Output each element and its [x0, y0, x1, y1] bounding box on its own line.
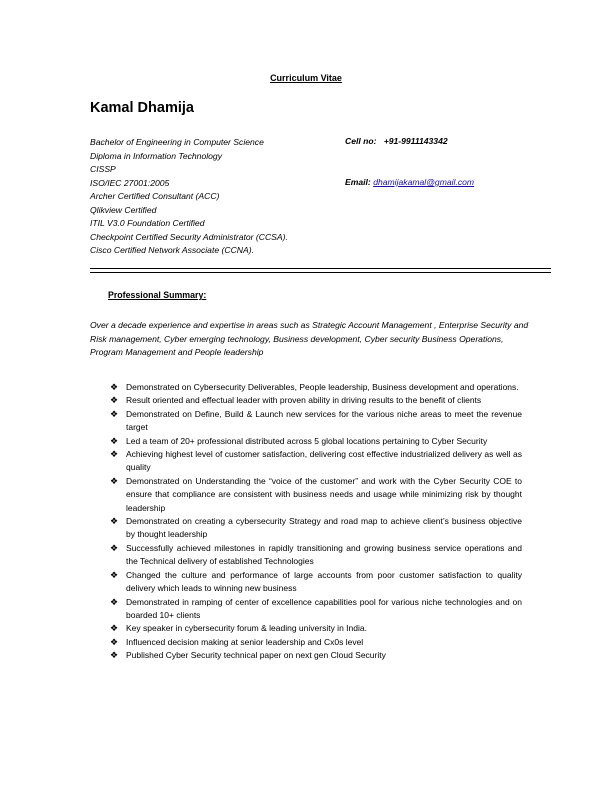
achievement-text: Published Cyber Security technical paper on next gen Cloud Security [126, 650, 386, 661]
professional-summary-text: Over a decade experience and expertise in areas such as Strategic Account Management , Enterprise Security and Risk management, Cyber emerging technology, Business development, Cyber security Business Operations, Program Management and People leadership [90, 320, 529, 357]
achievement-text: Achieving highest level of customer satisfaction, delivering cost effective industrialized delivery as well as quality [126, 449, 522, 473]
candidate-name: Kamal Dhamija [90, 100, 194, 116]
diamond-bullet-icon: ❖ [110, 516, 119, 527]
qualification-item: CISSP [90, 164, 116, 174]
achievement-item [110, 435, 522, 448]
achievements-list [110, 381, 522, 663]
email-link[interactable]: dhamijakamal@gmail.com [373, 177, 475, 187]
achievement-text: Led a team of 20+ professional distributed across 5 global locations pertaining to Cyber Security [126, 435, 488, 446]
achievement-text: Changed the culture and performance of large accounts from poor customer satisfaction to quality delivery which leads to winning new business [126, 569, 522, 594]
diamond-bullet-icon: ❖ [110, 395, 119, 406]
qualification-item: ISO/IEC 27001:2005 [90, 177, 170, 188]
achievement-item [110, 394, 522, 407]
achievement-item [110, 622, 522, 635]
achievement-text: Demonstrated on Understanding the “voice of the customer” and work with the Cyber Security COE to ensure that compliance are consistent with business needs and usage while minimizing risk by thought leadership [126, 475, 522, 513]
section-divider-thin [90, 272, 551, 273]
diamond-bullet-icon: ❖ [110, 475, 119, 486]
diamond-bullet-icon: ❖ [110, 569, 119, 580]
achievement-item [110, 542, 522, 569]
qualification-item: Qlikview Certified [90, 204, 157, 215]
achievement-item [110, 475, 522, 515]
diamond-bullet-icon: ❖ [110, 636, 119, 647]
achievement-item [110, 569, 522, 596]
diamond-bullet-icon: ❖ [110, 408, 119, 419]
qualification-item: Diploma in Information Technology [90, 150, 223, 161]
professional-summary-heading: Professional Summary: [108, 290, 207, 300]
achievement-item [110, 448, 522, 475]
diamond-bullet-icon: ❖ [110, 650, 119, 661]
diamond-bullet-icon: ❖ [110, 542, 119, 553]
achievement-item [110, 636, 522, 649]
cell-contact [345, 136, 448, 146]
achievement-text: Key speaker in cybersecurity forum & leading university in India. [126, 623, 367, 634]
email-label: Email: [345, 177, 371, 187]
qualifications-list [90, 136, 288, 258]
qualification-item: Bachelor of Engineering in Computer Science [90, 137, 264, 147]
achievement-text: Influenced decision making at senior leadership and Cx0s level [126, 636, 364, 647]
achievement-item [110, 596, 522, 623]
achievement-text: Demonstrated in ramping of center of excellence capabilities pool for various niche technologies and on boarded 10+ clients [126, 596, 522, 620]
achievement-text: Result oriented and effectual leader with proven ability in driving results to the benefit of clients [126, 395, 482, 406]
achievement-item [110, 381, 522, 394]
qualification-item: Archer Certified Consultant (ACC) [90, 191, 220, 201]
diamond-bullet-icon: ❖ [110, 382, 119, 392]
section-divider [90, 268, 551, 269]
achievement-item [110, 408, 522, 435]
diamond-bullet-icon: ❖ [110, 449, 119, 460]
diamond-bullet-icon: ❖ [110, 435, 119, 446]
qualification-item: Checkpoint Certified Security Administrator (CCSA). [90, 231, 288, 242]
qualification-item: Cisco Certified Network Associate (CCNA). [90, 245, 254, 255]
cell-number: +91-9911143342 [383, 136, 448, 146]
diamond-bullet-icon: ❖ [110, 623, 119, 634]
achievement-text: Successfully achieved milestones in rapidly transitioning and growing business service operations and the Technical delivery of established Technologies [126, 542, 522, 567]
achievement-text: Demonstrated on creating a cybersecurity Strategy and road map to achieve client’s business objective by thought leadership [126, 516, 522, 540]
qualification-item: ITIL V3.0 Foundation Certified [90, 218, 205, 228]
achievement-item [110, 515, 522, 542]
achievement-item [110, 649, 522, 662]
achievement-text: Demonstrated on Cybersecurity Deliverables, People leadership, Business development and operations. [126, 382, 519, 392]
achievement-text: Demonstrated on Define, Build & Launch new services for the various niche areas to meet the revenue target [126, 408, 522, 433]
document-title: Curriculum Vitae [270, 73, 342, 83]
diamond-bullet-icon: ❖ [110, 596, 119, 607]
cell-label: Cell no: [345, 136, 377, 146]
email-contact [345, 177, 474, 187]
